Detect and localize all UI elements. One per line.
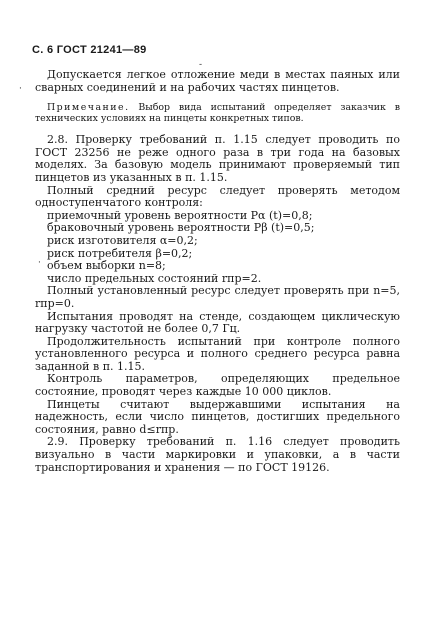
parameter-list <box>35 210 400 286</box>
paragraph: Допускается легкое отложение меди в местах паяных или сварных соединений и на рабочих частях пинцетов. <box>35 68 400 94</box>
stray-dot-mark: · <box>19 84 22 94</box>
paragraph: Полный установленный ресурс следует проверять при n=5, rпр=0. <box>35 284 400 310</box>
list-item: риск изготовителя α=0,2; <box>47 233 198 247</box>
note-label: Примечание. <box>47 102 130 114</box>
paragraph: 2.9. Проверку требований п. 1.16 следует проводить визуально в части маркировки и упаковки, а в части транспортирования и хранения — по ГОСТ 19126. <box>35 435 400 474</box>
paragraph: Продолжительность испытаний при контроле полного установленного ресурса и полного среднего ресурса равна заданной в п. 1.15. <box>35 334 400 373</box>
list-item: число предельных состояний rпр=2. <box>47 271 262 285</box>
list-item: объем выборки n=8; <box>47 259 166 273</box>
paragraph: Пинцеты считают выдержавшими испытания на надежность, если число пинцетов, достигших предельного состояния, равно d≤rпр. <box>35 397 400 436</box>
list-item: приемочный уровень вероятности Pα (t)=0,8; <box>47 208 313 222</box>
paragraph: Полный средний ресурс следует проверять методом одноступенчатого контроля: <box>35 183 400 210</box>
list-item: браковочный уровень вероятности Pβ (t)=0,5; <box>47 221 315 235</box>
paragraph: 2.8. Проверку требований п. 1.15 следует проводить по ГОСТ 23256 не реже одного раза в три года на базовых моделях. За базовую модель принимают проверяемый тип пинцетов из указанных в п. 1.15. <box>35 133 400 184</box>
note-text: Выбор вида испытаний определяет заказчик в технических условиях на пинцеты конкретных типов. <box>35 102 401 125</box>
page-header: С. 6 ГОСТ 21241—89 <box>32 44 147 56</box>
stray-dash-mark: - <box>199 60 203 70</box>
note <box>35 102 400 124</box>
paragraph: Испытания проводят на стенде, создающем циклическую нагрузку частотой не более 0,7 Гц. <box>35 309 400 336</box>
stray-dot-mark-2: · <box>38 258 41 268</box>
list-item: риск потребителя β=0,2; <box>47 246 193 260</box>
paragraph: Контроль параметров, определяющих предельное состояние, проводят через каждые 10 000 циклов. <box>35 372 400 399</box>
document-body <box>35 69 400 474</box>
